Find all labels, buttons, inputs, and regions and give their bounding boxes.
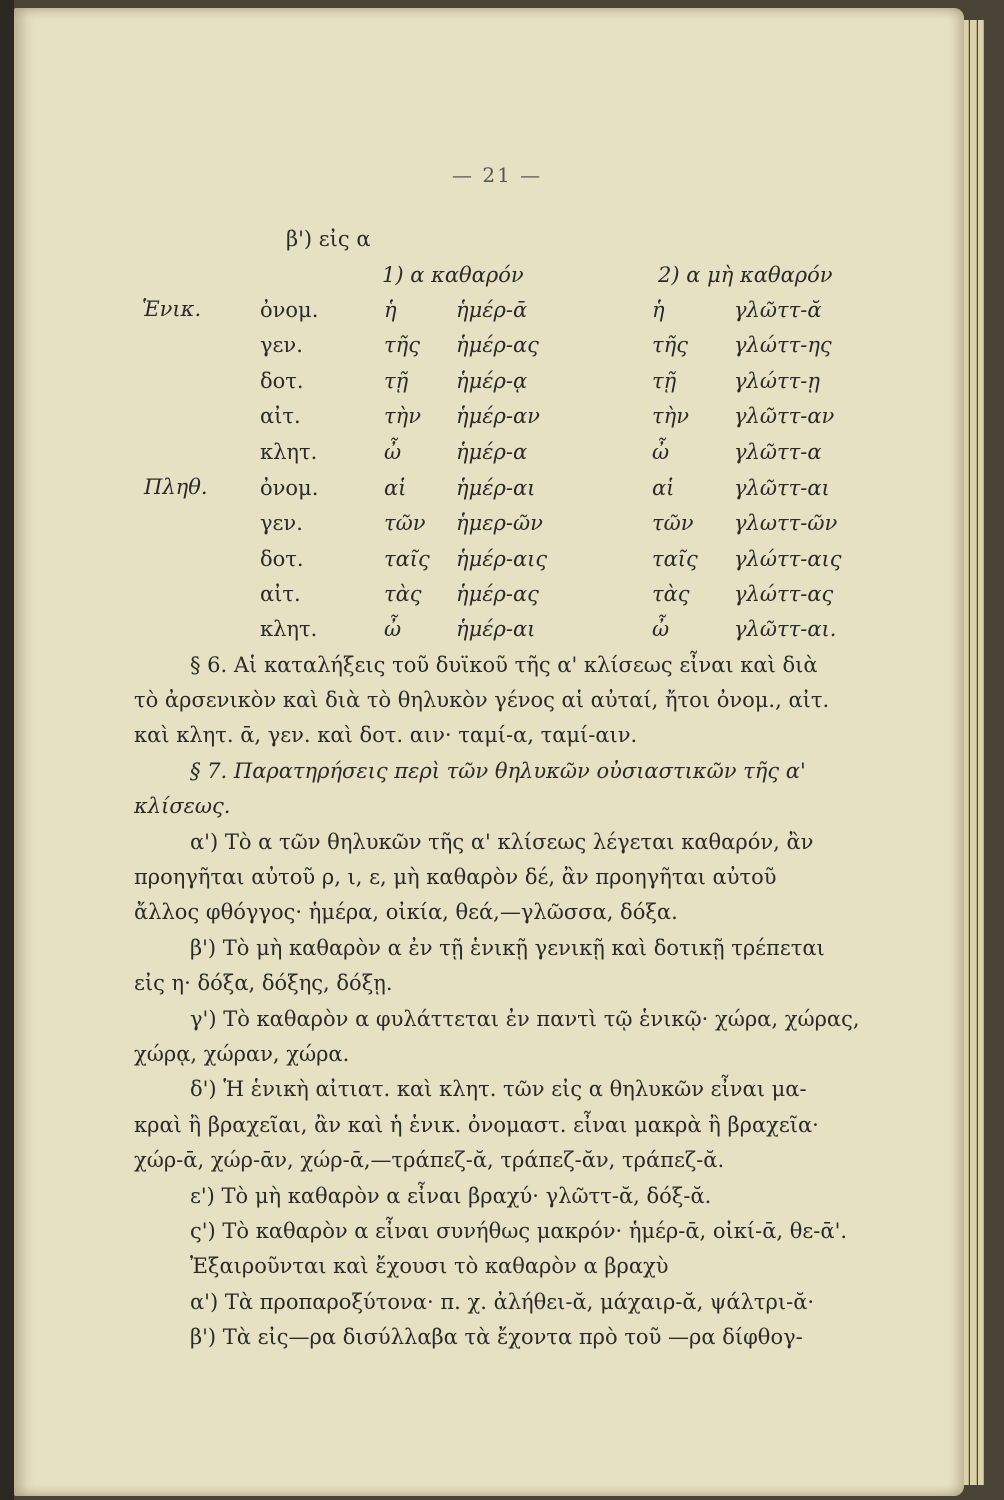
- paragraph-line: καὶ κλητ. ᾱ, γεν. καὶ δοτ. αιν· ταμί-α, ταμί-αιν.: [134, 723, 638, 747]
- paragraph-line: κραὶ ἢ βραχεῖαι, ἂν καὶ ἡ ἑνικ. ὀνομαστ. εἶναι μακρὰ ἢ βραχεῖα·: [134, 1113, 819, 1137]
- page-edge: [970, 20, 977, 1485]
- paragraph-line: γ') Τὸ καθαρὸν α φυλάττεται ἐν παντὶ τῷ ἑνικῷ· χώρα, χώρας,: [190, 1007, 860, 1031]
- word-impure: γλωττ-ῶν: [734, 511, 838, 535]
- case-label: αἰτ.: [260, 404, 301, 428]
- paragraph-line: χώρᾳ, χώραν, χώρα.: [134, 1042, 350, 1066]
- word-impure: γλῶττ-αν: [734, 404, 835, 428]
- article-pure: τῇ: [384, 369, 409, 393]
- paragraph-line: § 6. Αἱ καταλήξεις τοῦ δυϊκοῦ τῆς α' κλίσεως εἶναι καὶ διὰ: [190, 653, 818, 677]
- word-pure: ἡμέρ-ᾳ: [456, 369, 528, 393]
- word-pure: ἡμέρ-αν: [456, 404, 540, 428]
- word-impure: γλῶττ-αι: [734, 476, 830, 500]
- article-pure: τὰς: [384, 582, 422, 606]
- page-edge: [978, 20, 984, 1485]
- plural-label: Πληθ.: [144, 475, 208, 499]
- paragraph-line: ἄλλος φθόγγος· ἡμέρα, οἰκία, θεά,—γλῶσσα, δόξα.: [134, 900, 678, 924]
- case-label: κλητ.: [260, 617, 318, 641]
- word-pure: ἡμέρ-α: [456, 440, 528, 464]
- article-impure: ἡ: [652, 298, 665, 322]
- case-label: ὀνομ.: [260, 476, 319, 500]
- case-label: κλητ.: [260, 440, 318, 464]
- article-impure: τῆς: [652, 333, 688, 357]
- paragraph-heading: κλίσεως.: [134, 794, 231, 818]
- article-impure: τὰς: [652, 582, 690, 606]
- case-label: γεν.: [260, 333, 303, 357]
- article-pure: ὦ: [384, 617, 402, 641]
- word-impure: γλώττ-ης: [734, 333, 832, 357]
- article-pure: τὴν: [384, 404, 421, 428]
- paragraph-line: εἰς η· δόξα, δόξης, δόξῃ.: [134, 971, 393, 995]
- book-page: [14, 8, 964, 1496]
- word-pure: ἡμέρ-ας: [456, 582, 539, 606]
- column-header-pure-alpha: 1) α καθαρόν: [382, 263, 524, 287]
- page-number: — 21 —: [452, 163, 543, 187]
- word-impure: γλῶττ-α: [734, 440, 822, 464]
- article-impure: ταῖς: [652, 547, 698, 571]
- article-impure: ὦ: [652, 440, 670, 464]
- article-pure: τῶν: [384, 511, 426, 535]
- article-impure: τῇ: [652, 369, 677, 393]
- case-label: ὀνομ.: [260, 298, 319, 322]
- word-pure: ἡμέρ-αι: [456, 476, 536, 500]
- singular-label: Ἑνικ.: [142, 297, 202, 321]
- paragraph-heading: § 7. Παρατηρήσεις περὶ τῶν θηλυκῶν οὐσιαστικῶν τῆς α': [190, 759, 806, 783]
- article-impure: αἱ: [652, 476, 675, 500]
- case-label: δοτ.: [260, 369, 304, 393]
- article-impure: τῶν: [652, 511, 694, 535]
- paragraph-line: ε') Τὸ μὴ καθαρὸν α εἶναι βραχύ· γλῶττ-ᾰ, δόξ-ᾰ.: [190, 1184, 712, 1208]
- previous-page-edge: [0, 0, 14, 1500]
- paragraph-line: α') Τὰ προπαροξύτονα· π. χ. ἀλήθει-ᾰ, μάχαιρ-ᾰ, ψάλτρι-ᾰ·: [190, 1290, 815, 1314]
- article-pure: αἱ: [384, 476, 407, 500]
- paragraph-line: τὸ ἀρσενικὸν καὶ διὰ τὸ θηλυκὸν γένος αἱ αὐταί, ἤτοι ὀνομ., αἰτ.: [134, 688, 830, 712]
- column-header-impure-alpha: 2) α μὴ καθαρόν: [658, 263, 833, 287]
- paragraph-line: β') Τὸ μὴ καθαρὸν α ἐν τῇ ἑνικῇ γενικῇ καὶ δοτικῇ τρέπεται: [190, 936, 825, 960]
- article-impure: ὦ: [652, 617, 670, 641]
- article-pure: ταῖς: [384, 547, 430, 571]
- case-label: δοτ.: [260, 547, 304, 571]
- case-label: αἰτ.: [260, 582, 301, 606]
- paragraph-line: α') Τὸ α τῶν θηλυκῶν τῆς α' κλίσεως λέγεται καθαρόν, ἂν: [190, 830, 814, 854]
- word-pure: ἡμερ-ῶν: [456, 511, 543, 535]
- paragraph-line: Ἐξαιροῦνται καὶ ἔχουσι τὸ καθαρὸν α βραχὺ: [190, 1254, 669, 1278]
- word-impure: γλώττ-ας: [734, 582, 834, 606]
- word-pure: ἡμέρ-ας: [456, 333, 539, 357]
- word-impure: γλῶττ-αι.: [734, 617, 837, 641]
- paragraph-line: προηγῆται αὐτοῦ ρ, ι, ε, μὴ καθαρὸν δέ, ἂν προηγῆται αὐτοῦ: [134, 865, 777, 889]
- article-impure: τὴν: [652, 404, 689, 428]
- paragraph-line: δ') Ἡ ἑνικὴ αἰτιατ. καὶ κλητ. τῶν εἰς α θηλυκῶν εἶναι μα-: [190, 1077, 807, 1101]
- article-pure: τῆς: [384, 333, 420, 357]
- article-pure: ὦ: [384, 440, 402, 464]
- paragraph-line: β') Τὰ εἰς—ρα δισύλλαβα τὰ ἔχοντα πρὸ τοῦ —ρα δίφθογ-: [190, 1325, 803, 1349]
- article-pure: ἡ: [384, 298, 397, 322]
- word-impure: γλώττ-ῃ: [734, 369, 820, 393]
- paragraph-line: χώρ-ᾱ, χώρ-ᾱν, χώρ-ᾱ,—τράπεζ-ᾰ, τράπεζ-ᾰν, τράπεζ-ᾰ.: [134, 1148, 725, 1172]
- section-heading: β') εἰς α: [286, 227, 371, 251]
- word-impure: γλῶττ-ᾰ: [734, 298, 822, 322]
- word-pure: ἡμέρ-αις: [456, 547, 548, 571]
- word-pure: ἡμέρ-αι: [456, 617, 536, 641]
- word-pure: ἡμέρ-ᾱ: [456, 298, 528, 322]
- case-label: γεν.: [260, 511, 303, 535]
- word-impure: γλώττ-αις: [734, 547, 842, 571]
- paragraph-line: ς') Τὸ καθαρὸν α εἶναι συνήθως μακρόν· ἡμέρ-ᾱ, οἰκί-ᾱ, θε-ᾱ'.: [190, 1219, 848, 1243]
